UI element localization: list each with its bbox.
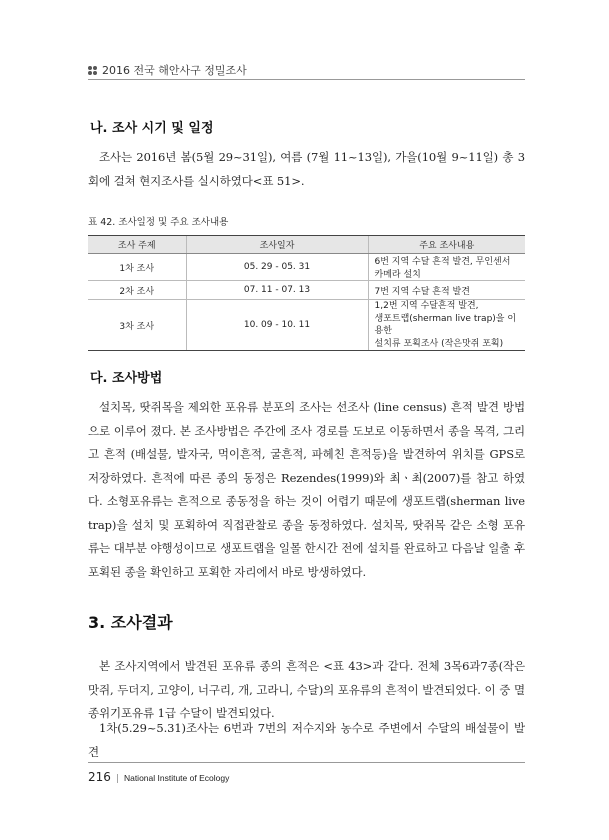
header-divider [88, 79, 525, 80]
section-heading-schedule: 나. 조사 시기 및 일정 [90, 121, 214, 136]
content-line: 설치류 포획조사 (작은맛쥐 포획) [374, 338, 504, 349]
schedule-paragraph: 조사는 2016년 봄(5월 29~31일), 여름 (7월 11~13일), 가을(10월 9~11일) 총 3회에 걸쳐 현지조사를 실시하였다<표 51>. [88, 150, 525, 188]
table-cell-content: 7번 지역 수달 흔적 발견 [368, 281, 525, 300]
running-header-title: 2016 전국 해안사구 정밀조사 [102, 64, 247, 77]
footer-separator: | [115, 774, 119, 784]
institute-name: National Institute of Ecology [123, 773, 230, 783]
table-header-cell: 조사 주제 [88, 236, 186, 254]
table-header-cell: 조사일자 [186, 236, 368, 254]
results-paragraph-2: 1차(5.29~5.31)조사는 6번과 7번의 저수지와 농수로 주변에서 수달의 배설물이 발견 [88, 721, 525, 759]
table-row [88, 281, 525, 300]
section-heading-results: 3. 조사결과 [88, 613, 173, 632]
table-cell-date: 10. 09 - 10. 11 [186, 300, 368, 351]
table-row [88, 300, 525, 351]
table-cell-subject: 1차 조사 [88, 254, 186, 281]
content-line: 생포트랩(sherman live trap)을 이용한 [374, 313, 517, 336]
table-header-cell: 주요 조사내용 [368, 236, 525, 254]
footer-divider [88, 762, 525, 763]
schedule-table [88, 235, 525, 351]
table-row [88, 254, 525, 281]
table-cell-date: 05. 29 - 05. 31 [186, 254, 368, 281]
bullet-dots-icon [88, 66, 97, 75]
method-paragraph: 설치목, 땃쥐목을 제외한 포유류 분포의 조사는 선조사 (line census) 흔적 발견 방법으로 이루어 졌다. 본 조사방법은 주간에 조사 경로를 도보로 이동하면서 종을 목격, 그리고 흔적 (배설물, 발자국, 먹이흔적, 굴흔적, 파헤친 흔적등)을 발견하여 위치를 GPS로 저장하였다. 흔적에 따른 종의 동정은 Rezendes(1999)와 최ㆍ최(2007)를 참고 하였다. 소형포유류는 흔적으로 종동정을 하는 것이 어렵기 때문에 생포트랩(sherman live trap)을 설치 및 포획하여 직접관찰로 종을 동정하였다. 설치목, 땃쥐목 같은 소형 포유류는 대부분 야행성이므로 생포트랩을 일몰 한시간 전에 설치를 완료하고 다음날 일출 후 포획된 종을 확인하고 포획한 자리에서 바로 방생하였다. [88, 400, 525, 579]
table-cell-content [368, 300, 525, 351]
running-header [88, 62, 247, 78]
table-cell-subject: 3차 조사 [88, 300, 186, 351]
content-line: 1,2번 지역 수달흔적 발견, [374, 301, 479, 311]
table-cell-subject: 2차 조사 [88, 281, 186, 300]
page-footer [88, 770, 229, 784]
table-caption: 표 42. 조사일정 및 주요 조사내용 [88, 217, 229, 228]
table-cell-date: 07. 11 - 07. 13 [186, 281, 368, 300]
table-header-row [88, 236, 525, 254]
page-number: 216 [88, 770, 111, 784]
table-cell-content: 6번 지역 수달 흔적 발견, 무인센서카메라 설치 [368, 254, 525, 281]
section-heading-method: 다. 조사방법 [90, 371, 163, 386]
results-paragraph-1: 본 조사지역에서 발견된 포유류 종의 흔적은 <표 43>과 같다. 전체 3목6과7종(작은맛쥐, 두더지, 고양이, 너구리, 개, 고라니, 수달)의 포유류의 흔적이 발견되었다. 이 중 멸종위기포유류 1급 수달이 발견되었다. [88, 659, 525, 720]
